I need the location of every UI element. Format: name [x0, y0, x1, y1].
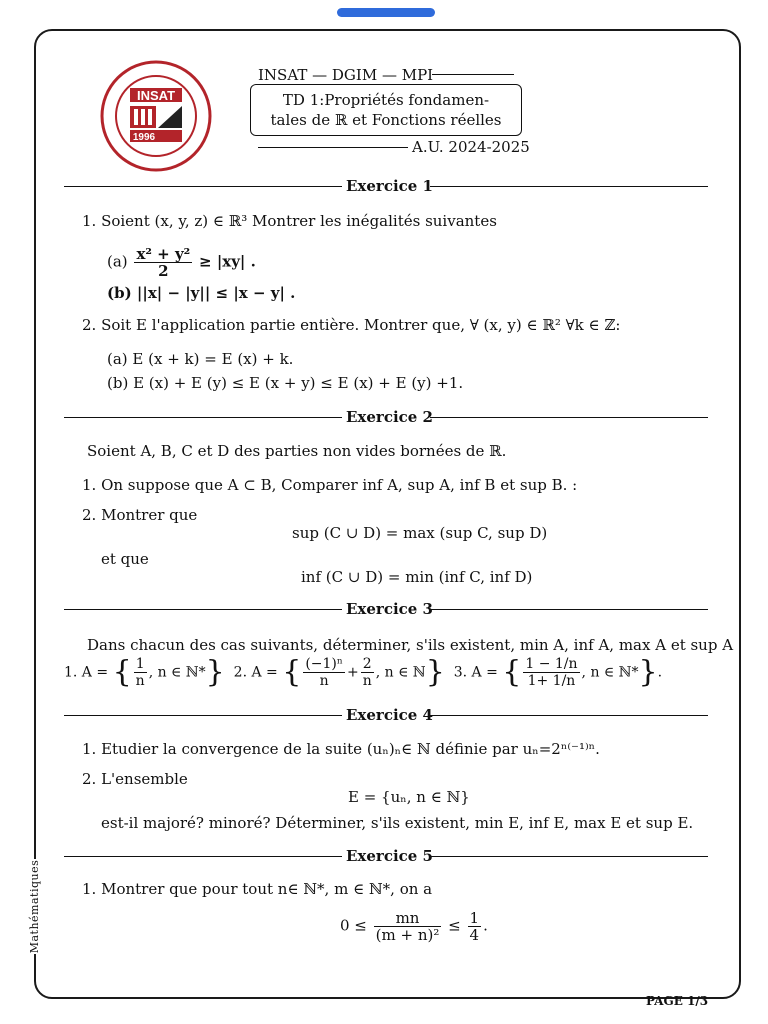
- fraction-denominator: 4: [469, 926, 480, 944]
- fraction-denominator: n: [135, 673, 145, 689]
- ex3-case1-cond: , n ∈ ℕ*: [148, 664, 206, 681]
- fraction-numerator: 1: [134, 656, 147, 673]
- ex3-case3-prefix: 3. A =: [453, 664, 498, 681]
- section-title: Exercice 2: [346, 408, 433, 426]
- ex3-cases: [64, 656, 662, 689]
- ex5-lhs: 0 ≤: [340, 916, 367, 935]
- academic-year: A.U. 2024-2025: [412, 138, 530, 156]
- ex2-eq2: inf (C ∪ D) = min (inf C, inf D): [301, 568, 533, 586]
- fraction-denominator: n: [319, 673, 329, 689]
- fraction-numerator: 1 − 1/n: [525, 656, 578, 672]
- close-brace: }: [638, 654, 658, 690]
- ex2-and: et que: [101, 550, 149, 568]
- title-box: [250, 84, 522, 136]
- ex4-q1: 1. Etudier la convergence de la suite (uₙ)ₙ∈ ℕ définie par uₙ=2ⁿ⁽⁻¹⁾ⁿ.: [82, 740, 600, 758]
- ex3-case1-prefix: 1. A =: [64, 664, 109, 681]
- section-header-ex2: [64, 409, 708, 425]
- fraction-denominator: n: [362, 673, 372, 689]
- insat-logo: [100, 60, 212, 172]
- ex4-q2b: est-il majoré? minoré? Déterminer, s'ils existent, min E, inf E, max E et sup E.: [101, 814, 694, 832]
- institution-line: INSAT — DGIM — MPI: [258, 66, 434, 84]
- ex1-q1b: (b) ||x| − |y|| ≤ |x − y| .: [107, 284, 296, 302]
- ex2-q1: 1. On suppose que A ⊂ B, Comparer inf A, sup A, inf B et sup B. :: [82, 476, 578, 494]
- ex1-q1a: [107, 246, 256, 279]
- open-brace: {: [282, 654, 302, 690]
- title-line-2: tales de ℝ et Fonctions réelles: [270, 111, 502, 129]
- fraction-numerator: mn: [374, 910, 442, 927]
- fraction-numerator: 2: [361, 656, 374, 673]
- section-header-ex3: [64, 601, 708, 617]
- close-brace: }: [205, 654, 225, 690]
- ex1-q1: 1. Soient (x, y, z) ∈ ℝ³ Montrer les inégalités suivantes: [82, 212, 497, 230]
- section-title: Exercice 1: [346, 177, 433, 195]
- section-header-ex5: [64, 848, 708, 864]
- ex3-intro: Dans chacun des cas suivants, déterminer, s'ils existent, min A, inf A, max A et sup A: [87, 636, 734, 654]
- fraction-numerator: 1: [469, 909, 480, 927]
- ex4-q2: 2. L'ensemble: [82, 770, 188, 788]
- logo-text: INSAT: [136, 88, 176, 103]
- ex1-q2: 2. Soit E l'application partie entière. Montrer que, ∀ (x, y) ∈ ℝ² ∀k ∈ ℤ:: [82, 316, 621, 334]
- ex5-le: ≤: [448, 916, 461, 935]
- ex1-q2a: (a) E (x + k) = E (x) + k.: [107, 350, 294, 368]
- page-number: PAGE 1/3: [646, 994, 709, 1008]
- open-brace: {: [112, 654, 132, 690]
- ex5-inequality: [340, 910, 488, 943]
- section-header-ex4: [64, 707, 708, 723]
- ex3-case3-cond: , n ∈ ℕ*: [581, 664, 639, 681]
- ex1-q2b: (b) E (x) + E (y) ≤ E (x + y) ≤ E (x) + E (y) +1.: [107, 374, 464, 392]
- ex3-case2-cond: , n ∈ ℕ: [375, 664, 426, 681]
- ex3-case1-fraction: [134, 656, 147, 689]
- section-title: Exercice 5: [346, 847, 433, 865]
- ex2-intro: Soient A, B, C et D des parties non vides bornées de ℝ.: [87, 442, 507, 460]
- ex3-case2-fraction: [303, 656, 345, 689]
- side-label-box: [27, 860, 41, 955]
- logo-year: 1996: [132, 132, 156, 143]
- close-brace: }: [425, 654, 445, 690]
- fraction-denominator: 2: [158, 262, 169, 280]
- header-rule-left: [258, 147, 408, 148]
- ex2-eq1: sup (C ∪ D) = max (sup C, sup D): [292, 524, 548, 542]
- ex1-q1a-label: (a): [107, 252, 128, 271]
- ex2-q2: 2. Montrer que: [82, 506, 198, 524]
- section-header-ex1: [64, 178, 708, 194]
- ex3-case2-plus: +: [346, 664, 359, 681]
- ex5-fraction: [374, 910, 442, 943]
- ex3-case3-end: .: [657, 664, 663, 681]
- ex3-case3-fraction: [523, 656, 579, 689]
- section-title: Exercice 4: [346, 706, 433, 724]
- fraction-numerator: (−1)ⁿ: [305, 656, 343, 672]
- top-indicator-bar: [337, 8, 435, 17]
- fraction-numerator: x² + y²: [136, 245, 191, 263]
- fraction-denominator: 1+ 1/n: [527, 673, 576, 689]
- ex3-case2-prefix: 2. A =: [233, 664, 278, 681]
- ex5-end: .: [483, 916, 488, 935]
- open-brace: {: [502, 654, 522, 690]
- title-line-1: TD 1:Propriétés fondamen-: [282, 91, 490, 109]
- ex1-q1a-rest: ≥ |xy| .: [199, 252, 256, 271]
- ex3-case2-fraction2: [361, 656, 374, 689]
- fraction-denominator: (m + n)²: [375, 926, 440, 944]
- ex1-q1a-fraction: [134, 246, 192, 279]
- section-title: Exercice 3: [346, 600, 433, 618]
- side-label: Mathématiques: [28, 859, 41, 954]
- ex5-quarter-fraction: [468, 910, 482, 943]
- header-rule-right: [432, 74, 514, 75]
- ex5-q1: 1. Montrer que pour tout n∈ ℕ*, m ∈ ℕ*, on a: [82, 880, 433, 898]
- ex4-eq: E = {uₙ, n ∈ ℕ}: [348, 788, 470, 806]
